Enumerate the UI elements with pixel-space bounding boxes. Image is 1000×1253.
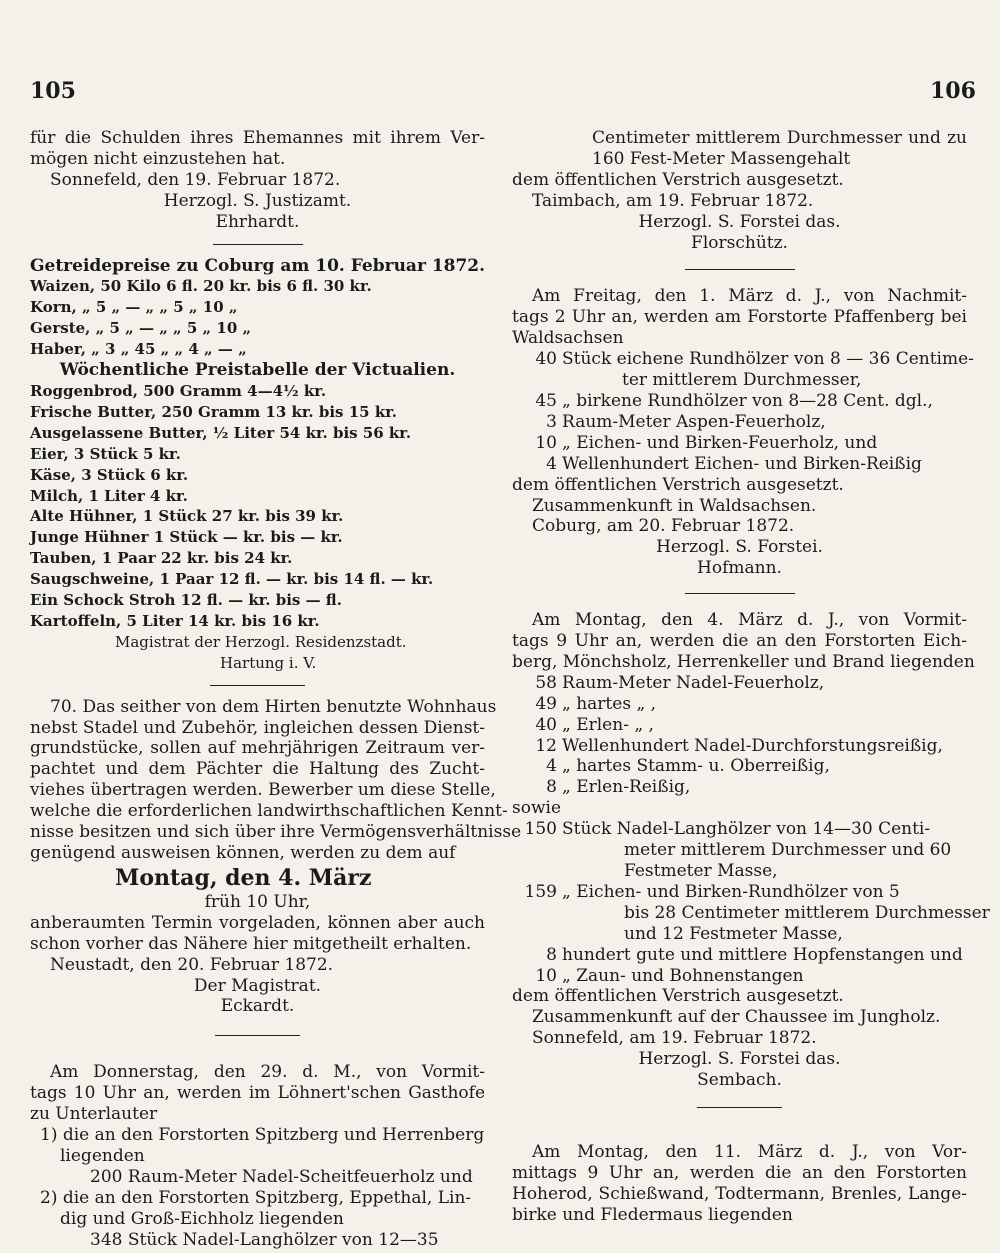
- divider: [685, 593, 795, 594]
- divider: [215, 1035, 300, 1036]
- text-line: welche die erforderlichen landwirthschaftlichen Kennt-: [30, 801, 508, 822]
- text-line: dem öffentlichen Verstrich ausgesetzt.: [512, 169, 844, 190]
- list-item: [512, 673, 967, 694]
- item-quantity: 8: [546, 944, 557, 965]
- text-line: 348 Stück Nadel-Langhölzer von 12—35: [90, 1229, 439, 1250]
- item-quantity: 159: [524, 881, 557, 902]
- item-text: Festmeter Masse,: [624, 861, 778, 881]
- list-item: [512, 391, 967, 412]
- page-number-left: 105: [30, 78, 76, 104]
- place-date: Sonnefeld, den 19. Februar 1872.: [50, 169, 341, 190]
- price-row: Junge Hühner 1 Stück — kr. bis — kr.: [30, 528, 343, 547]
- item-quantity: 4: [546, 453, 557, 474]
- item-quantity: 49: [535, 693, 557, 714]
- text-line: pachtet und dem Pächter die Haltung des Zucht-: [30, 759, 485, 780]
- list-item: [512, 861, 967, 882]
- item-text: „ hartes Stamm- u. Oberreißig,: [562, 756, 830, 777]
- text-line: tags 2 Uhr an, werden am Forstorte Pfaffenberg bei: [512, 307, 967, 328]
- item-quantity: 3: [546, 411, 557, 432]
- item-quantity: 150: [524, 819, 557, 840]
- item-quantity: 10: [535, 432, 557, 453]
- list-item: [512, 798, 967, 819]
- text-line: nisse besitzen und sich über ihre Vermögensverhältnisse: [30, 822, 522, 843]
- text-line: 200 Raum-Meter Nadel-Scheitfeuerholz und: [90, 1166, 473, 1187]
- text-line: mögen nicht einzustehen hat.: [30, 148, 286, 169]
- divider: [213, 244, 303, 245]
- list-item: [512, 966, 967, 987]
- text-line: 70. Das seither von dem Hirten benutzte Wohnhaus: [50, 696, 497, 717]
- list-item: [512, 412, 967, 433]
- text-line: Am Freitag, den 1. März d. J., von Nachmit-: [532, 286, 967, 307]
- item-text: bis 28 Centimeter mittlerem Durchmesser: [624, 902, 990, 923]
- text-line: früh 10 Uhr,: [204, 891, 311, 912]
- item-quantity: 40: [535, 349, 557, 370]
- authority: Herzogl. S. Forstei.: [656, 537, 823, 558]
- price-row: Milch, 1 Liter 4 kr.: [30, 486, 188, 505]
- text-line: liegenden: [60, 1145, 145, 1166]
- price-row: Haber, „ 3 „ 45 „ „ 4 „ — „: [30, 340, 247, 359]
- item-text: Stück Nadel-Langhölzer von 14—30 Centi-: [562, 819, 931, 840]
- list-item: [512, 694, 967, 715]
- item-text: und 12 Festmeter Masse,: [624, 923, 843, 944]
- text-line: tags 10 Uhr an, werden im Löhnert'schen Gasthofe: [30, 1083, 485, 1104]
- item-quantity: 8: [546, 777, 557, 798]
- item-text: Stück eichene Rundhölzer von 8 — 36 Centime-: [562, 349, 974, 370]
- price-row: Frische Butter, 250 Gramm 13 kr. bis 15 kr.: [30, 402, 397, 421]
- text-line: anberaumten Termin vorgeladen, können aber auch: [30, 912, 485, 933]
- price-row: Saugschweine, 1 Paar 12 fl. — kr. bis 14 fl. — kr.: [30, 570, 434, 589]
- item-text: meter mittlerem Durchmesser und 60: [624, 840, 952, 861]
- item-quantity: [512, 924, 562, 945]
- list-item: [512, 840, 967, 861]
- item-quantity: [512, 903, 562, 924]
- item-quantity: [512, 861, 562, 882]
- item-text: „ Eichen- und Birken-Feuerholz, und: [562, 432, 878, 453]
- price-row: Tauben, 1 Paar 22 kr. bis 24 kr.: [30, 549, 293, 568]
- list-item: [512, 819, 967, 840]
- item-text: ter mittlerem Durchmesser,: [622, 370, 862, 391]
- text-line: Waldsachsen: [512, 328, 624, 349]
- text-line: Centimeter mittlerem Durchmesser und zu: [592, 128, 967, 148]
- list-item: [512, 454, 967, 475]
- text-line: Am Donnerstag, den 29. d. M., von Vormit-: [50, 1062, 485, 1083]
- divider: [697, 1107, 782, 1108]
- text-line: 160 Fest-Meter Massengehalt: [592, 148, 851, 169]
- right-column: [512, 128, 990, 1226]
- text-line: nebst Stadel und Zubehör, ingleichen dessen Dienst-: [30, 717, 485, 738]
- list-item: [512, 924, 967, 945]
- price-row: Kartoffeln, 5 Liter 14 kr. bis 16 kr.: [30, 611, 320, 630]
- list-item: [512, 349, 974, 370]
- item-text: „ Erlen-Reißig,: [562, 777, 691, 798]
- text-line: dem öffentlichen Verstrich ausgesetzt.: [512, 474, 844, 495]
- price-row: Waizen, 50 Kilo 6 fl. 20 kr. bis 6 fl. 30 kr.: [30, 277, 372, 296]
- authority: Herzogl. S. Forstei das.: [638, 211, 841, 232]
- text-line: schon vorher das Nähere hier mitgetheilt erhalten.: [30, 933, 472, 954]
- divider: [210, 685, 305, 686]
- left-column: [30, 128, 522, 1251]
- item-text: Raum-Meter Aspen-Feuerholz,: [562, 411, 826, 432]
- price-row: Gerste, „ 5 „ — „ „ 5 „ 10 „: [30, 319, 252, 338]
- text-line: birke und Fledermaus liegenden: [512, 1204, 793, 1225]
- text-line: dem öffentlichen Verstrich ausgesetzt.: [512, 986, 844, 1007]
- signature: Ehrhardt.: [215, 211, 300, 232]
- price-row: Ein Schock Stroh 12 fl. — kr. bis — fl.: [30, 591, 342, 610]
- price-row: Ausgelassene Butter, ½ Liter 54 kr. bis 56 kr.: [30, 423, 412, 442]
- text-line: 1) die an den Forstorten Spitzberg und Herrenberg: [40, 1125, 485, 1146]
- text-line: Hoherod, Schießwand, Todtermann, Brenles, Lange-: [512, 1183, 967, 1204]
- authority: Herzogl. S. Forstei das.: [638, 1049, 841, 1070]
- item-quantity: 10: [535, 965, 557, 986]
- section-title: Getreidepreise zu Coburg am 10. Februar 1872.: [30, 255, 486, 276]
- headline-date: Montag, den 4. März: [115, 864, 372, 891]
- text-line: tags 9 Uhr an, werden die an den Forstorten Eich-: [512, 631, 967, 652]
- list-item: [512, 433, 967, 454]
- item-quantity: 12: [535, 735, 557, 756]
- item-quantity: 45: [535, 390, 557, 411]
- text-line: 2) die an den Forstorten Spitzberg, Eppethal, Lin-: [40, 1187, 472, 1208]
- signature: Sembach.: [697, 1070, 782, 1091]
- item-text: „ Zaun- und Bohnenstangen: [562, 965, 804, 986]
- text-line: viehes übertragen werden. Bewerber um diese Stelle,: [30, 780, 496, 801]
- divider: [685, 269, 795, 270]
- item-quantity: sowie: [512, 798, 562, 819]
- item-text: Wellenhundert Nadel-Durchforstungsreißig,: [562, 735, 943, 756]
- text-line: grundstücke, sollen auf mehrjährigen Zeitraum ver-: [30, 738, 485, 759]
- signature: Florschütz.: [691, 232, 788, 253]
- text-line: genügend ausweisen können, werden zu dem auf: [30, 843, 456, 863]
- signature: Hartung i. V.: [220, 653, 317, 672]
- list-item: [512, 715, 967, 736]
- item-text: „ Erlen- „ ,: [562, 714, 654, 735]
- list-item: [512, 945, 967, 966]
- list-item: [512, 736, 967, 757]
- signature: Eckardt.: [220, 996, 295, 1017]
- text-line: mittags 9 Uhr an, werden die an den Forstorten: [512, 1162, 967, 1183]
- list-item: [512, 370, 967, 391]
- text-line: Zusammenkunft in Waldsachsen.: [532, 495, 817, 516]
- list-item: [512, 882, 967, 903]
- price-row: Käse, 3 Stück 6 kr.: [30, 465, 189, 484]
- item-text: „ Eichen- und Birken-Rundhölzer von 5: [562, 881, 900, 902]
- text-line: Am Montag, den 11. März d. J., von Vor-: [532, 1141, 967, 1162]
- price-row: Alte Hühner, 1 Stück 27 kr. bis 39 kr.: [30, 507, 344, 526]
- authority: Der Magistrat.: [193, 975, 322, 996]
- text-line: dig und Groß-Eichholz liegenden: [60, 1208, 344, 1229]
- text-line: Am Montag, den 4. März d. J., von Vormit-: [532, 610, 967, 631]
- item-text: hundert gute und mittlere Hopfenstangen und: [562, 944, 963, 965]
- page-number-right: 106: [930, 78, 976, 104]
- item-quantity: [512, 370, 562, 391]
- text-line: berg, Mönchsholz, Herrenkeller und Brand liegenden: [512, 651, 975, 672]
- authority: Magistrat der Herzogl. Residenzstadt.: [115, 632, 407, 651]
- text-line: zu Unterlauter: [30, 1104, 158, 1125]
- item-text: „ birkene Rundhölzer von 8—28 Cent. dgl.,: [562, 390, 933, 411]
- item-quantity: 58: [535, 672, 557, 693]
- text-line: Zusammenkunft auf der Chaussee im Jungholz.: [532, 1007, 941, 1028]
- place-date: Coburg, am 20. Februar 1872.: [532, 516, 795, 537]
- authority: Herzogl. S. Justizamt.: [163, 190, 352, 211]
- text-line: für die Schulden ihres Ehemannes mit ihrem Ver-: [30, 128, 485, 148]
- place-date: Taimbach, am 19. Februar 1872.: [532, 190, 814, 211]
- price-row: Korn, „ 5 „ — „ „ 5 „ 10 „: [30, 298, 238, 317]
- item-quantity: [512, 840, 562, 861]
- place-date: Sonnefeld, am 19. Februar 1872.: [532, 1028, 817, 1049]
- list-item: [512, 902, 990, 924]
- price-row: Eier, 3 Stück 5 kr.: [30, 444, 181, 463]
- price-row: Roggenbrod, 500 Gramm 4—4½ kr.: [30, 381, 327, 400]
- item-quantity: 4: [546, 756, 557, 777]
- item-quantity: 40: [535, 714, 557, 735]
- list-item: [512, 777, 967, 798]
- item-text: „ hartes „ ,: [562, 693, 657, 714]
- section-title: Wöchentliche Preistabelle der Victualien.: [59, 360, 456, 381]
- item-text: Wellenhundert Eichen- und Birken-Reißig: [562, 453, 922, 474]
- signature: Hofmann.: [697, 558, 782, 579]
- place-date: Neustadt, den 20. Februar 1872.: [50, 954, 334, 975]
- list-item: [512, 756, 967, 777]
- item-text: Raum-Meter Nadel-Feuerholz,: [562, 672, 825, 693]
